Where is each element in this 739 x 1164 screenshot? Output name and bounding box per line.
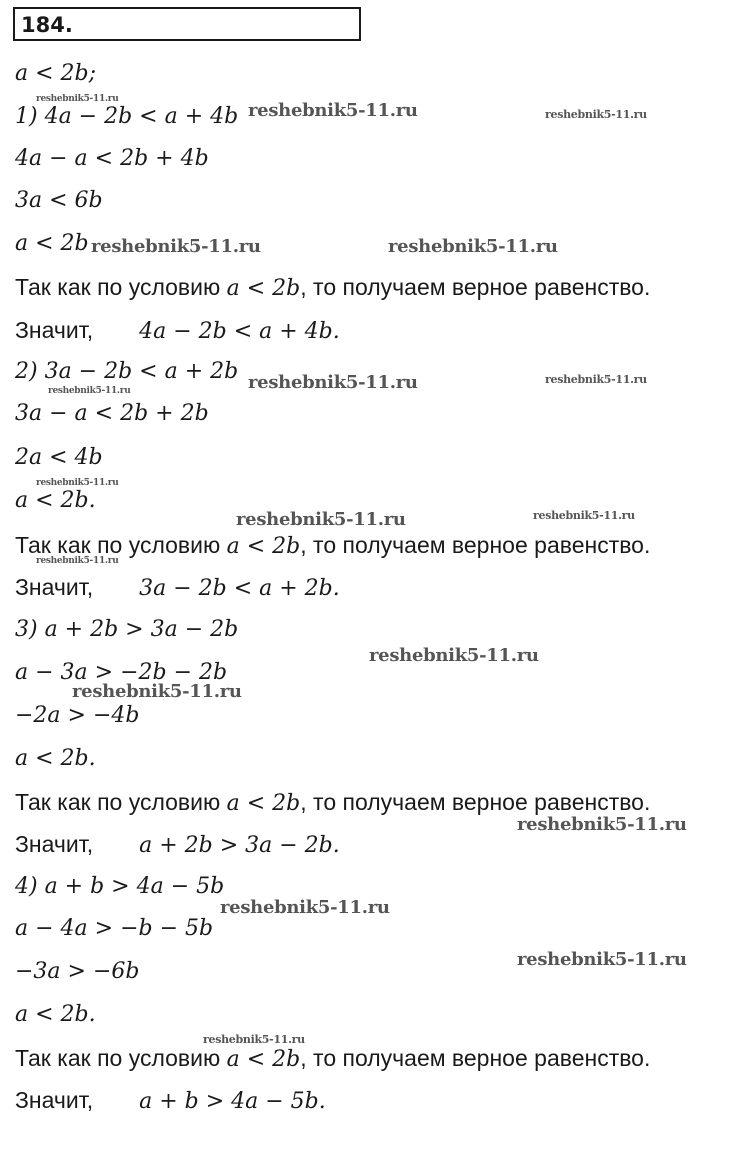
part4-inequality: 4) a + b > 4a − 5b [15,874,225,899]
watermark: reshebnik5-11.ru [369,645,539,666]
part3-step2: −2a > −4b [15,703,140,728]
conclusion-condition: a < 2b [226,534,301,559]
problem-number-box [13,7,361,41]
part2-step1: 3a − a < 2b + 2b [15,401,209,426]
znachit-label: Значит, [15,574,94,600]
part4-step3: a < 2b. [15,1002,96,1027]
part3-result [15,830,340,860]
part1-step2: 3a < 6b [15,188,103,213]
result-expression: a + b > 4a − 5b. [139,1089,326,1114]
conclusion-prefix: Так как по условию [15,274,227,300]
watermark: reshebnik5-11.ru [36,478,119,488]
conclusion-prefix: Так как по условию [15,789,227,815]
watermark: reshebnik5-11.ru [545,108,647,121]
result-expression: 4a − 2b < a + 4b. [139,319,340,344]
watermark: reshebnik5-11.ru [91,236,261,257]
watermark: reshebnik5-11.ru [517,949,687,970]
part2-step2: 2a < 4b [15,445,103,470]
znachit-label: Значит, [15,1087,94,1113]
watermark: reshebnik5-11.ru [388,236,558,257]
conclusion-suffix: , то получаем верное равенство. [300,789,651,815]
part2-inequality [15,358,238,386]
part4-step1: a − 4a > −b − 5b [15,916,214,941]
conclusion-condition: a < 2b [226,276,301,301]
conclusion-prefix: Так как по условию [15,532,227,558]
watermark: reshebnik5-11.ru [203,1033,305,1046]
watermark: reshebnik5-11.ru [72,681,242,702]
result-expression: a + 2b > 3a − 2b. [139,833,340,858]
part1-step3: a < 2b [15,231,89,256]
watermark: reshebnik5-11.ru [36,94,119,104]
part4-step2: −3a > −6b [15,959,140,984]
part4-result [15,1086,326,1116]
part2-prefix: 2) [15,359,45,384]
watermark: reshebnik5-11.ru [517,814,687,835]
problem-number: 184. [21,13,73,37]
part1-conclusion [15,273,650,303]
conclusion-prefix: Так как по условию [15,1045,227,1071]
watermark: reshebnik5-11.ru [533,509,635,522]
part4-conclusion [15,1044,650,1074]
part3-step3: a < 2b. [15,746,96,771]
part1-step1: 4a − a < 2b + 4b [15,146,209,171]
part1-inequality: 1) 4a − 2b < a + 4b [15,104,239,129]
result-expression: 3a − 2b < a + 2b. [139,576,340,601]
part2-step3: a < 2b. [15,488,96,513]
znachit-label: Значит, [15,831,94,857]
watermark: reshebnik5-11.ru [248,100,418,121]
part2-result [15,573,340,603]
part3-inequality: 3) a + 2b > 3a − 2b [15,617,239,642]
part1-result [15,316,340,346]
conclusion-suffix: , то получаем верное равенство. [300,1045,651,1071]
watermark: reshebnik5-11.ru [236,509,406,530]
watermark: reshebnik5-11.ru [248,372,418,393]
part2-expression: 3a − 2b < a + 2b [44,359,239,384]
znachit-label: Значит, [15,317,94,343]
part3-step1: a − 3a > −2b − 2b [15,660,228,685]
conclusion-suffix: , то получаем верное равенство. [300,274,651,300]
conclusion-condition: a < 2b [226,791,301,816]
watermark: reshebnik5-11.ru [545,373,647,386]
conclusion-condition: a < 2b [226,1047,301,1072]
given-condition: a < 2b; [15,61,97,86]
watermark: reshebnik5-11.ru [220,897,390,918]
watermark: reshebnik5-11.ru [36,556,119,566]
conclusion-suffix: , то получаем верное равенство. [300,532,651,558]
watermark: reshebnik5-11.ru [48,386,131,396]
